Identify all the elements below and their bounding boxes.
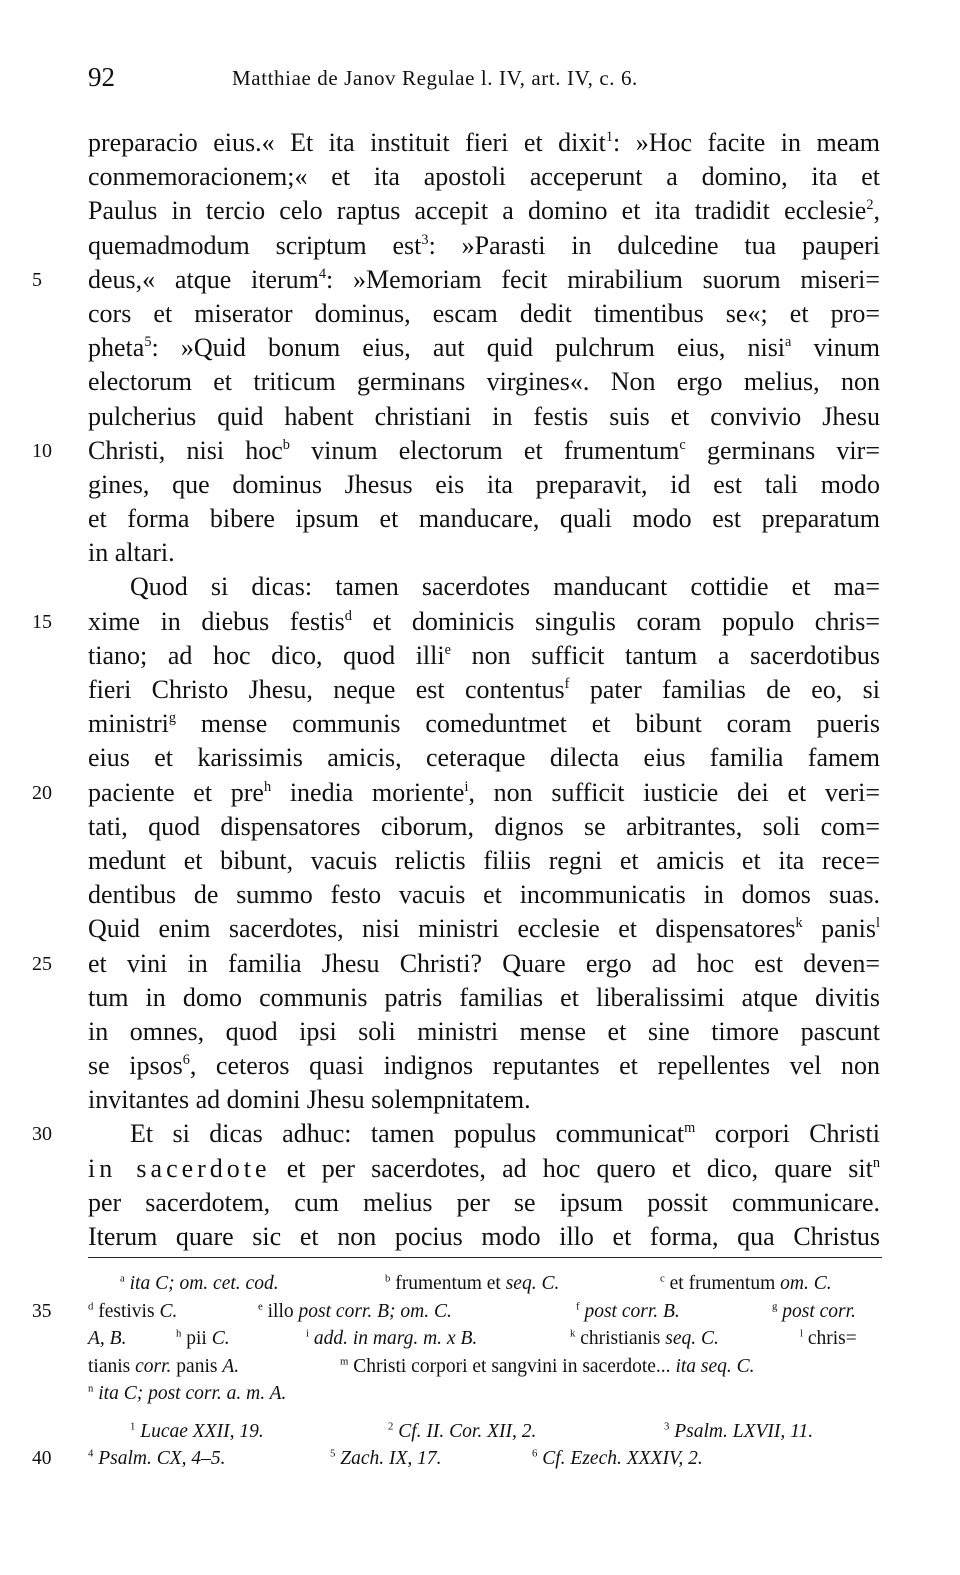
text-line bbox=[0, 536, 880, 570]
line-text: quemadmodum scriptum est$^3$: »Parasti in dulcedine tua pauperi bbox=[88, 230, 880, 260]
line-text: conmemoracionem;« et ita apostoli acceperunt a domino, ita et bbox=[88, 162, 880, 192]
text-line bbox=[0, 912, 880, 946]
text-line bbox=[0, 126, 880, 160]
line-number: 35 bbox=[32, 1300, 52, 1322]
text-line bbox=[0, 263, 880, 297]
line-text: se ipsos$^6$, ceteros quasi indignos reputantes et repellentes vel non bbox=[88, 1051, 881, 1081]
line-text: in omnes, quod ipsi soli ministri mense et sine timore pascunt bbox=[88, 1016, 880, 1046]
text-line bbox=[0, 878, 880, 912]
text-line bbox=[0, 1152, 880, 1186]
line-text: Christi, nisi hoc$^b$ vinum electorum et frumentum$^c$ germinans vir= bbox=[88, 435, 880, 465]
line-text: et vini in familia Jhesu Christi? Quare ergo ad hoc est deven= bbox=[88, 948, 880, 978]
line-text: tum in domo communis patris familias et liberalissimi atque divitis bbox=[88, 982, 880, 1012]
line-text: cors et miserator dominus, escam dedit timentibus se«; et pro= bbox=[88, 298, 880, 328]
footnote-line: 40 $^4$ Psalm. CX, 4–5. $^5$ Zach. IX, 17. $^6$ Cf. Ezech. XXXIV, 2. bbox=[0, 1445, 880, 1473]
text-line bbox=[0, 194, 880, 228]
line-text: paciente et pre$^h$ inedia moriente$^i$, non sufficit iusticie dei et veri= bbox=[88, 777, 880, 807]
footnote-line: $^1$ Lucae XXII, 19. $^2$ Cf. II. Cor. XII, 2. $^3$ Psalm. LXVII, 11. bbox=[130, 1420, 814, 1442]
text-line bbox=[0, 1015, 880, 1049]
line-text: medunt et bibunt, vacuis relictis filiis regni et amicis et ita rece= bbox=[88, 845, 880, 875]
line-text: et forma bibere ipsum et manducare, quali modo est preparatum bbox=[88, 504, 880, 534]
line-number: 25 bbox=[32, 952, 52, 975]
line-text: deus,« atque iterum$^4$: »Memoriam fecit mirabilium suorum miseri= bbox=[88, 264, 880, 294]
line-number: 10 bbox=[32, 439, 52, 462]
footnote-line: tianis corr. panis A. $^m$ Christi corpori et sangvini in sacerdote... ita seq. C. bbox=[88, 1355, 755, 1377]
text-line bbox=[0, 365, 880, 399]
line-text: ministri$^g$ mense communis comeduntmet et bibunt coram pueris bbox=[88, 709, 880, 739]
running-head: Matthiae de Janov Regulae l. IV, art. IV, c. 6. bbox=[232, 66, 638, 90]
text-line bbox=[0, 707, 880, 741]
text-line bbox=[0, 981, 880, 1015]
line-number: 5 bbox=[32, 268, 42, 291]
text-line bbox=[0, 160, 880, 194]
line-number: 40 bbox=[32, 1448, 52, 1469]
line-text: tati, quod dispensatores ciborum, dignos se arbitrantes, soli com= bbox=[88, 811, 880, 841]
line-number: 15 bbox=[32, 610, 52, 633]
critical-apparatus bbox=[0, 1270, 960, 1473]
line-number: 30 bbox=[32, 1123, 52, 1146]
text-line bbox=[0, 1117, 880, 1151]
text-line bbox=[0, 810, 880, 844]
line-text: Iterum quare sic et non pocius modo illo et forma, qua Christus bbox=[88, 1222, 880, 1251]
line-text: tiano; ad hoc dico, quod illi$^e$ non sufficit tantum a sacerdotibus bbox=[88, 640, 881, 670]
footnote-line: $^n$ ita C; post corr. a. m. A. bbox=[88, 1382, 287, 1404]
page-header bbox=[88, 62, 888, 98]
line-text: Et si dicas adhuc: tamen populus communicat$^m$ corpori Christi bbox=[130, 1119, 880, 1149]
line-text: dentibus de summo festo vacuis et incommunicatis in domos suas. bbox=[88, 880, 880, 910]
text-line bbox=[0, 1220, 880, 1254]
line-text: per sacerdotem, cum melius per se ipsum possit communicare. bbox=[88, 1187, 880, 1217]
text-line bbox=[0, 605, 880, 639]
line-text: invitantes ad domini Jhesu solempnitatem. bbox=[88, 1085, 531, 1115]
text-line bbox=[0, 229, 880, 263]
line-text: Quod si dicas: tamen sacerdotes manducant cottidie et ma= bbox=[130, 572, 880, 602]
line-text: in sacerdote et per sacerdotes, ad hoc quero et dico, quare sit$^n$ bbox=[88, 1153, 880, 1183]
text-line bbox=[0, 776, 880, 810]
text-line bbox=[0, 1049, 880, 1083]
line-text: fieri Christo Jhesu, neque est contentus$^f$ pater familias de eo, si bbox=[88, 675, 880, 704]
line-text: Paulus in tercio celo raptus accepit a domino et ita tradidit ecclesie$^2$, bbox=[88, 196, 880, 226]
line-text: eius et karissimis amicis, ceteraque dilecta eius familia famem bbox=[88, 743, 880, 773]
line-text: pheta$^5$: »Quid bonum eius, aut quid pulchrum eius, nisi$^a$ vinum bbox=[88, 333, 880, 363]
text-line bbox=[0, 673, 880, 707]
line-text: preparacio eius.« Et ita instituit fieri et dixit$^1$: »Hoc facite in meam bbox=[88, 128, 880, 157]
text-line bbox=[0, 844, 880, 878]
page-number: 92 bbox=[88, 62, 115, 92]
footnote-line: A, B. $^h$ pii C. $^i$ add. in marg. m. x B. $^k$ christianis seq. C. $^l$ chris= bbox=[88, 1327, 857, 1349]
line-text: xime in diebus festis$^d$ et dominicis singulis coram populo chris= bbox=[88, 606, 880, 636]
text-line bbox=[0, 331, 880, 365]
text-line bbox=[0, 570, 880, 604]
text-line bbox=[0, 1083, 880, 1117]
text-line bbox=[0, 639, 880, 673]
line-text: gines, que dominus Jhesus eis ita preparavit, id est tali modo bbox=[88, 469, 880, 499]
text-line bbox=[0, 502, 880, 536]
line-text: Quid enim sacerdotes, nisi ministri ecclesie et dispensatores$^k$ panis$^l$ bbox=[88, 914, 880, 944]
line-text: pulcherius quid habent christiani in festis suis et convivio Jhesu bbox=[88, 401, 880, 431]
text-line bbox=[0, 1186, 880, 1220]
text-line bbox=[0, 741, 880, 775]
line-number: 20 bbox=[32, 781, 52, 804]
line-text: in altari. bbox=[88, 538, 175, 568]
text-line bbox=[0, 400, 880, 434]
text-line bbox=[0, 297, 880, 331]
line-text: electorum et triticum germinans virgines«. Non ergo melius, non bbox=[88, 367, 880, 397]
text-line bbox=[0, 434, 880, 468]
main-text bbox=[0, 126, 960, 1254]
footnote-line: 35 $^d$ festivis C. $^e$ illo post corr. B; om. C. $^f$ post corr. B. $^g$ post corr. bbox=[0, 1298, 880, 1326]
footnote-divider bbox=[88, 1257, 882, 1258]
text-line bbox=[0, 947, 880, 981]
text-line bbox=[0, 468, 880, 502]
footnote-line: $^a$ ita C; om. cet. cod. $^b$ frumentum et seq. C. $^c$ et frumentum om. C. bbox=[120, 1272, 832, 1294]
